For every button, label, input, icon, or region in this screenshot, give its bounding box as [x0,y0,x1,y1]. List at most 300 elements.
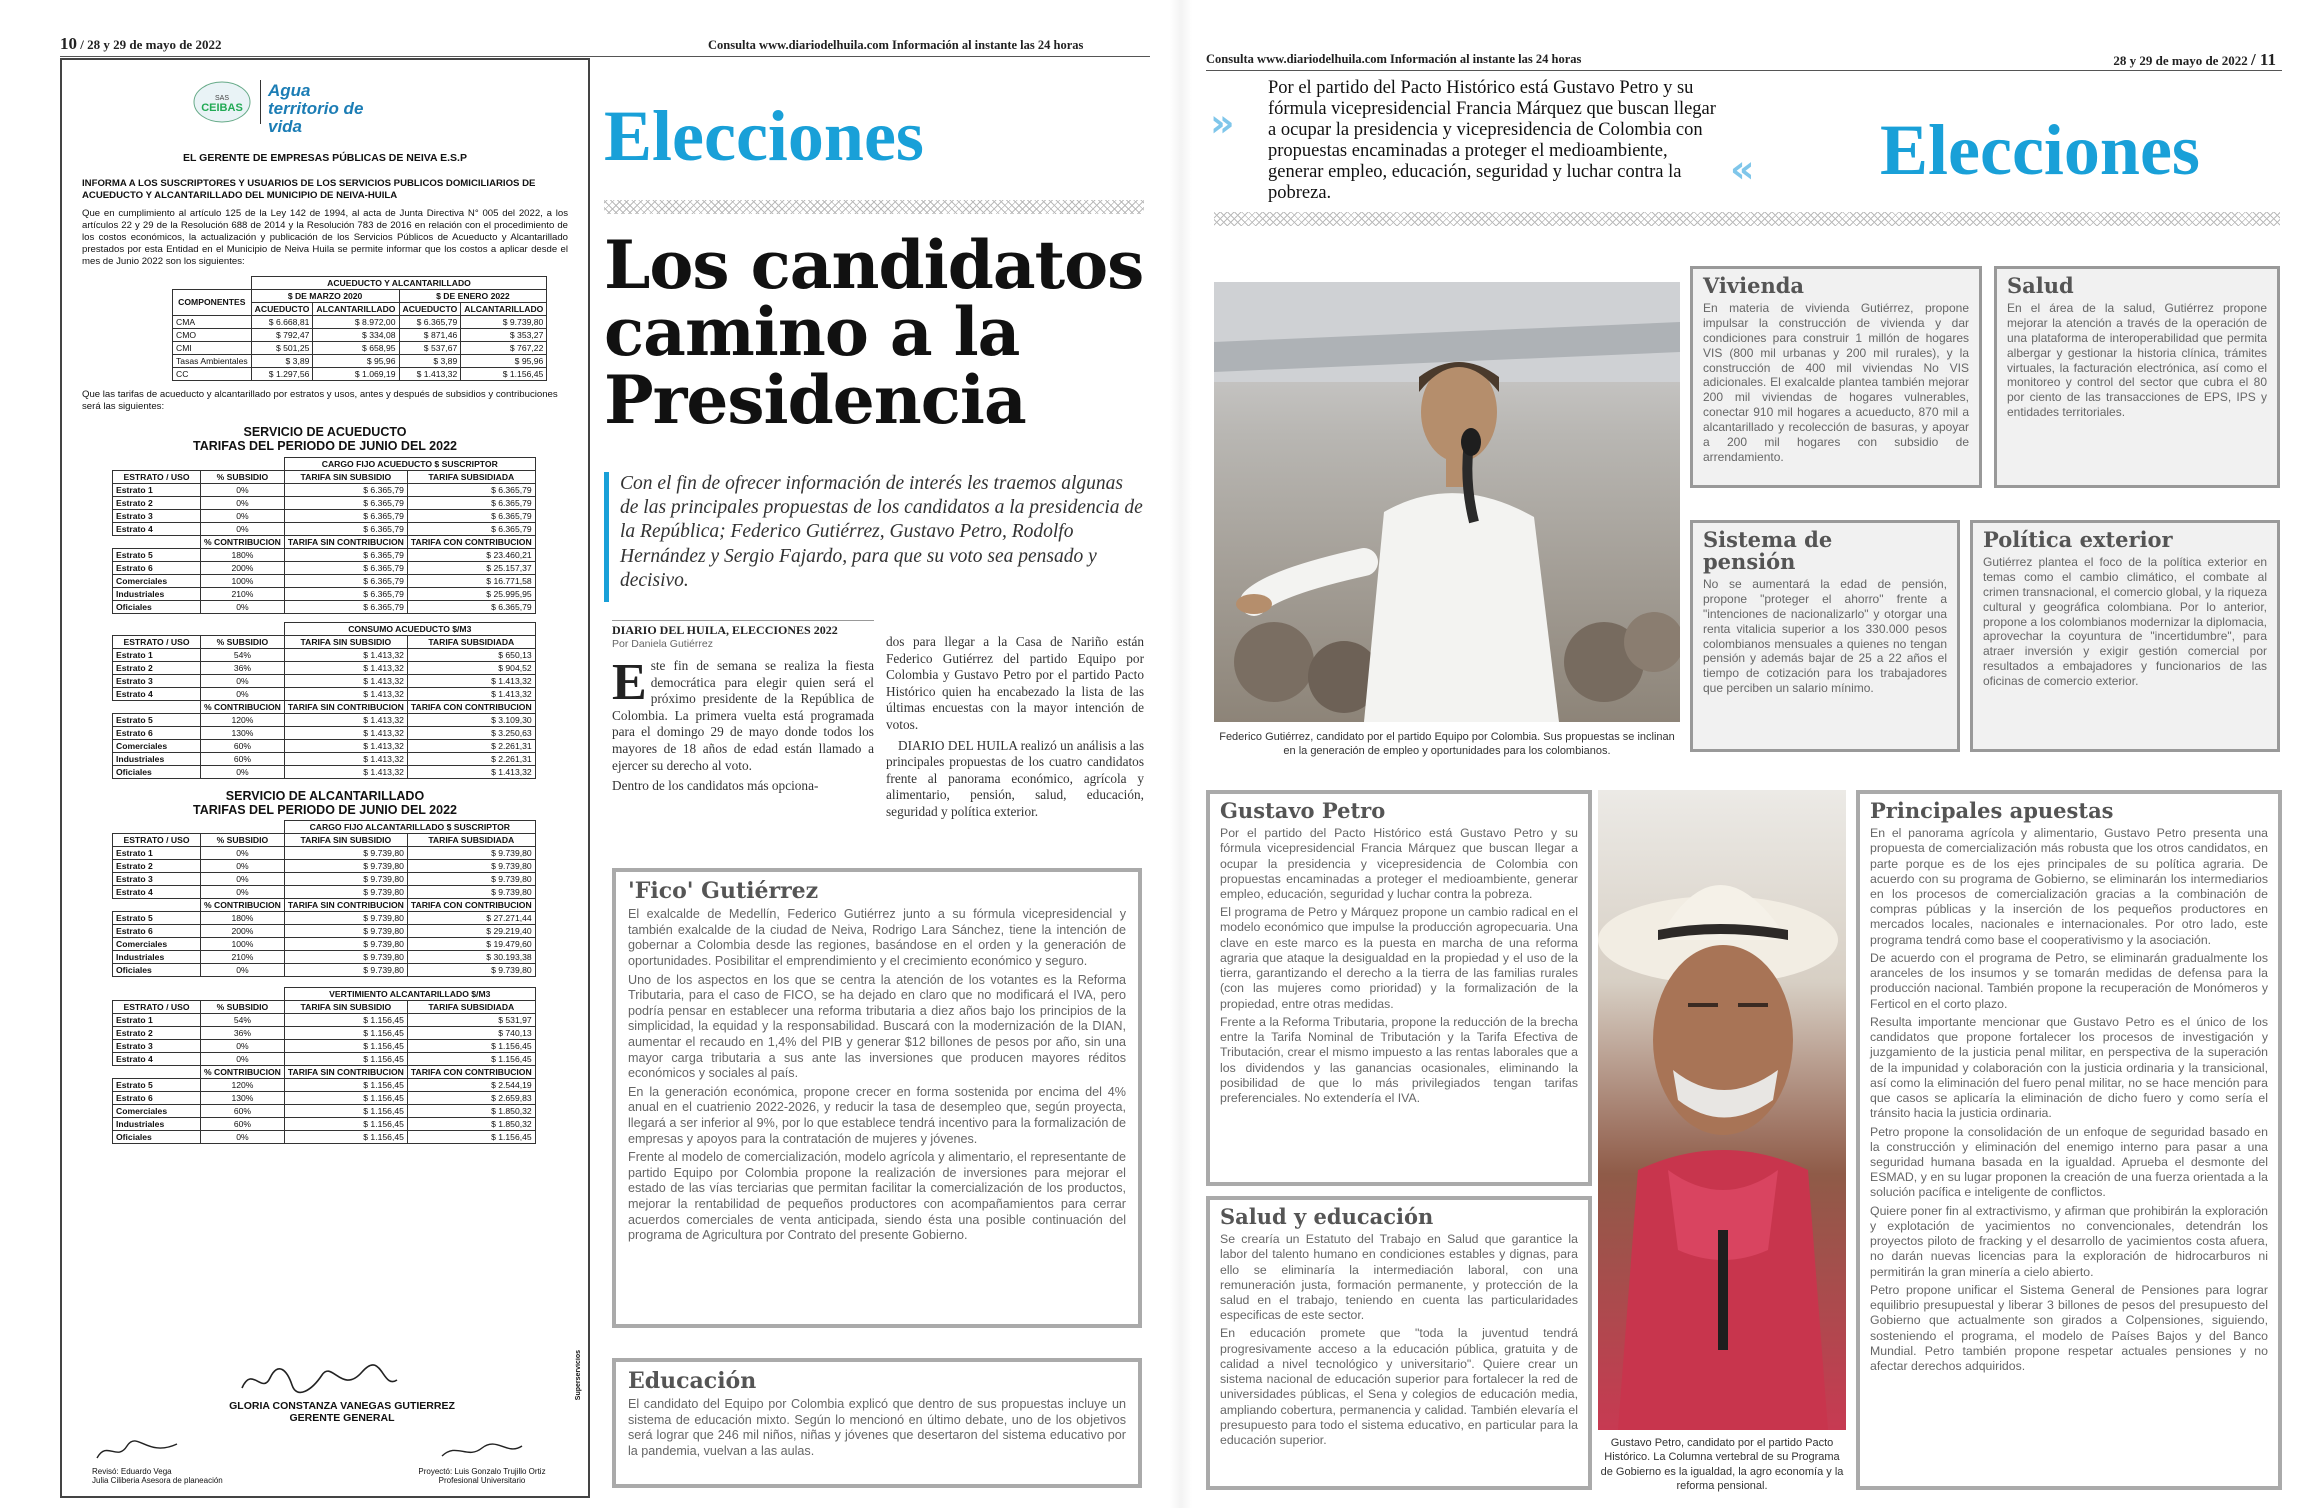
table-cell: $ 2.544,19 [407,1079,535,1092]
tariff-header: TARIFA SIN SUBSIDIO [284,1001,407,1014]
costs-row [173,315,547,328]
tariff-row [113,1053,536,1066]
svg-text:SAS: SAS [214,95,230,102]
table-cell: Oficiales [113,964,201,977]
tariff-header: % SUBSIDIO [201,1001,285,1014]
table-cell: $ 767,22 [461,341,547,354]
table-cell: $ 1.413,32 [399,367,461,380]
table-cell: Estrato 4 [113,886,201,899]
table-cell: $ 1.156,45 [407,1131,535,1144]
table-cell: $ 6.365,79 [284,522,407,535]
table-cell: 60% [201,752,285,765]
header-rule [60,56,1150,57]
tariff-header: TARIFA SUBSIDIADA [407,470,535,483]
right-header-promo: Consulta www.diariodelhuila.com Información al instante las 24 horas [1206,52,1582,66]
table-cell: 210% [201,587,285,600]
table-cell: $ 501,25 [251,341,313,354]
table-cell: 0% [201,847,285,860]
table-cell: $ 23.460,21 [407,548,535,561]
signature-image [182,1360,502,1400]
table-cell: Estrato 2 [113,1027,201,1040]
politica-text: Gutiérrez plantea el foco de la política exterior en temas como el cambio climático, el combate al crimen transnacional, el comercio global, y la riqueza cultural y geográfica colombiana. Por lo anterior, propone a los colombianos modernizar la diplomacia, aprovechar la coyuntura de "incertidumbre", para atraer inversión y exigir gestión comercial por resultados a embajadores y funcionarios de las oficinas de comercio exterior. [1983,555,2267,689]
tariff-header: TARIFA SIN CONTRIBUCION [284,1066,407,1079]
costs-period-2: $ DE ENERO 2022 [399,289,547,302]
table-cell: $ 6.365,79 [284,483,407,496]
apuestas-para: Resulta importante mencionar que Gustavo Petro es el único de los candidatos que propone fortalecer los procesos de investigación y juzgamiento de la justicia penal militar, en perspectiva de la superación de la impunidad y colaboración con la justicia ordinaria y la transicional, así como la eliminación del fuero penal militar, no se hace mención para que casos se aplicaría la eliminación de dicho fuero y como sería el tránsito hacia la justicia ordinaria. [1870,1014,2268,1121]
public-notice-ad [60,58,590,1498]
tariff-table-2 [112,622,568,779]
table-cell: Estrato 2 [113,661,201,674]
tariff-row [113,873,536,886]
educacion-text: El candidato del Equipo por Colombia explicó que dentro de sus propuestas incluye un sistema de educación mixto. Según lo mencionó en último debate, uno de los objetivos será lograr que 246 mil niños, niñas y jóvenes que desertaron del sistema educativo por la pandemia, vuelvan a las aulas. [628,1397,1126,1458]
tariff-row [113,713,536,726]
tariff-header: TARIFA SIN CONTRIBUCION [284,899,407,912]
vivienda-box [1690,266,1982,488]
tariff-header: TARIFA SIN SUBSIDIO [284,635,407,648]
tariff-caption: CARGO FIJO ALCANTARILLADO $ SUSCRIPTOR [284,821,535,834]
table-cell: CMA [173,315,252,328]
acueducto-subtitle: TARIFAS DEL PERIODO DE JUNIO DEL 2022 [193,439,457,454]
table-cell: $ 3.250,63 [407,726,535,739]
table-cell: $ 650,13 [407,648,535,661]
quote-open-icon: » [1210,101,1235,145]
alcantarillado-title: SERVICIO DE ALCANTARILLADO [225,788,425,803]
acueducto-title: SERVICIO DE ACUEDUCTO [243,424,407,439]
table-cell: 0% [201,873,285,886]
table-cell: CMO [173,328,252,341]
apuestas-box [1856,790,2282,1490]
apuestas-para: Quiere poner fin al extractivismo, y afirman que prohibirán la exploración y explotación de yacimientos no convencionales, detendrán los proyectos piloto de fracking y el desarrollo de yacimientos costa afuera, no darán nuevas licencias para la exploración de hidrocarburos ni permitirán la gran minería a cielo abierto. [1870,1203,2268,1279]
projector-block [392,1438,572,1486]
table-cell: $ 9.739,80 [407,886,535,899]
table-cell: Estrato 5 [113,912,201,925]
tariff-row [113,587,536,600]
tariff-row [113,726,536,739]
table-cell: Industriales [113,587,201,600]
table-cell: $ 1.156,45 [407,1053,535,1066]
petro-photo [1598,790,1846,1430]
salud-edu-para: Se crearía un Estatuto del Trabajo en Salud que garantice la labor del talento humano en condiciones estables y dignas, para ello se eliminaría la intermediación laboral, con una remuneración justa, formación permanente, y protección de la salud en el trabajo, teniendo en cuenta las particularidades especificas de este sector. [1220,1232,1578,1323]
costs-row [173,341,547,354]
table-cell: $ 1.413,32 [284,674,407,687]
tariff-row [113,886,536,899]
table-cell: $ 1.413,32 [284,713,407,726]
table-cell: Estrato 1 [113,483,201,496]
tariff-header: TARIFA CON CONTRIBUCION [407,700,535,713]
table-cell: $ 9.739,80 [284,925,407,938]
petro-title: Gustavo Petro [1220,798,1386,823]
byline-kicker: DIARIO DEL HUILA, ELECCIONES 2022 [612,620,874,638]
petro-para: Frente a la Reforma Tributaria, propone la reducción de la brecha entre la Tarifa Nominal de Tributación y la Tarifa Efectiva de Tributación, crear el mismo impuesto a las rentas laborales que a los dividendos y las ganancias ocasionales, eliminando la posibilidad de que lo más privilegiados tengan tarifas preferenciales. No extendería el IVA. [1220,1014,1578,1106]
tariff-row [113,648,536,661]
tariff-row [113,1105,536,1118]
ad-inform: INFORMA A LOS SUSCRIPTORES Y USUARIOS DE LOS SERVICIOS PUBLICOS DOMICILIARIOS DE ACUEDUCTO Y ALCANTARILLADO DEL MUNICIPIO DE NEIVA-HUILA [82,178,536,201]
header-rule [1206,70,2282,71]
table-cell: $ 1.413,32 [407,687,535,700]
table-cell: 0% [201,886,285,899]
table-cell: $ 16.771,58 [407,574,535,587]
table-cell: 0% [201,1053,285,1066]
table-cell: $ 6.365,79 [407,600,535,613]
tariff-header: % SUBSIDIO [201,635,285,648]
tariff-header: ESTRATO / USO [113,834,201,847]
federico-photo [1214,282,1680,722]
table-cell: $ 1.156,45 [461,367,547,380]
table-cell: $ 1.156,45 [284,1092,407,1105]
table-cell: Tasas Ambientales [173,354,252,367]
table-cell: Estrato 5 [113,548,201,561]
tariff-row [113,925,536,938]
reviewer-1: Revisó: Eduardo Vega [92,1466,172,1476]
costs-col-component: COMPONENTES [173,289,252,315]
tariff-row [113,847,536,860]
table-cell: $ 1.413,32 [407,765,535,778]
table-cell: $ 1.413,32 [284,661,407,674]
fico-title: 'Fico' Gutiérrez [628,878,819,904]
costs-col: ACUEDUCTO [399,302,461,315]
table-cell: $ 1.156,45 [284,1040,407,1053]
petro-para: El programa de Petro y Márquez propone un cambio radical en el modelo económico que impulse la producción agropecuaria. Una clave en este marco es la puesta en marcha de una reforma agraria que ataque la desigualdad en la propiedad y el uso de la tierra, garantizando el derecho a la tierra de las familias rurales (con las mujeres como prioridad) y la formalización de la propiedad, entre otras medidas. [1220,905,1578,1011]
page-number: / 11 [2250,50,2276,69]
table-cell: $ 9.739,80 [407,873,535,886]
signer-title: GERENTE GENERAL [289,1412,395,1424]
table-cell: Comerciales [113,739,201,752]
tariff-header: TARIFA CON CONTRIBUCION [407,1066,535,1079]
table-cell: $ 1.850,32 [407,1105,535,1118]
table-cell: $ 1.413,32 [284,648,407,661]
tariff-header: TARIFA CON CONTRIBUCION [407,535,535,548]
tariff-note: Que las tarifas de acueducto y alcantarillado por estratos y usos, antes y después de subsidios y contribuciones será las siguientes: [82,388,558,412]
alcantarillado-subtitle: TARIFAS DEL PERIODO DE JUNIO DEL 2022 [193,802,457,817]
reviewer-block [92,1438,272,1486]
costs-col: ACUEDUCTO [251,302,313,315]
table-cell: 100% [201,574,285,587]
page-number: 10 [60,34,77,53]
table-cell: Estrato 1 [113,1014,201,1027]
table-cell: $ 9.739,80 [407,847,535,860]
table-cell: Estrato 3 [113,1040,201,1053]
tariff-header: TARIFA SUBSIDIADA [407,834,535,847]
costs-body [173,315,547,380]
table-cell: Oficiales [113,600,201,613]
table-cell: $ 6.365,79 [407,496,535,509]
projector-signature [437,1438,527,1464]
table-cell: $ 1.413,32 [407,674,535,687]
costs-row [173,328,547,341]
tariff-row [113,1040,536,1053]
table-cell: 0% [201,1131,285,1144]
vivienda-title: Vivienda [1703,273,1805,298]
table-cell: 60% [201,739,285,752]
reviewer-signature [92,1438,182,1464]
table-cell: $ 6.365,79 [407,483,535,496]
fico-para: Uno de los aspectos en los que se centra la atención de los votantes es la Reforma Tributaria, para el caso de FICO, se ha dejado en claro que no modificará el IVA, pero podría pensar en establecer una reforma tributaria a diez años bajo los principios de la simplicidad, la equidad y la responsabilidad. Buscará con la modernización de la DIAN, aumentar el recaudo en 1,4% del PIB y generar $12 billones de pesos por año, sin una mayor carga tributaria a sus ante las inversiones que producen mayores réditos económicos y sociales al país. [628,972,1126,1081]
tariff-row [113,483,536,496]
tariff-row [113,661,536,674]
table-cell: $ 353,27 [461,328,547,341]
table-cell: $ 1.156,45 [284,1053,407,1066]
tariff-caption: CARGO FIJO ACUEDUCTO $ SUSCRIPTOR [284,457,535,470]
table-cell: Industriales [113,752,201,765]
federico-photo-illustration [1214,282,1680,722]
apuestas-para: Petro propone la consolidación de un enfoque de seguridad basado en la construcción y eliminación del enemigo interno para pasar a una seguridad humana basada en la igualdad. Aprueba el desmonte del ESMAD, y en su lugar proponen la creación de una fuerza orientada a la solución pacífica e inteligente de conflictos. [1870,1124,2268,1200]
table-cell: 180% [201,548,285,561]
table-cell: Estrato 1 [113,847,201,860]
table-cell: $ 3.109,30 [407,713,535,726]
table-cell: 120% [201,1079,285,1092]
table-cell: $ 334,08 [313,328,399,341]
table-cell: $ 9.739,80 [407,964,535,977]
quote-close-icon: « [1730,147,1755,191]
superservicios-mark: Superservicios [575,1350,582,1401]
ad-intro: Que en cumplimiento al artículo 125 de la Ley 142 de 1994, al acta de Junta Directiva N° 005 del 2022, a los artículos 22 y 29 de la Resolución 688 de 2014 y la Resolución 783 de 2016 en relación con el procedimiento de los costos económicos, la actualización y publicación de los Servicios Públicos de Acueducto y Alcantarillado prestados por esta Entidad en el Municipio de Neiva Huila se permite informar que los costos a aplicar desde el mes de Junio 2022 son los siguientes: [82,207,568,267]
table-cell: $ 871,46 [399,328,461,341]
table-cell: $ 2.659,83 [407,1092,535,1105]
table-cell: $ 19.479,60 [407,938,535,951]
drop-cap: E [612,654,647,711]
table-cell: CC [173,367,252,380]
table-cell: $ 2.261,31 [407,752,535,765]
table-cell: $ 1.413,32 [284,765,407,778]
table-cell: Estrato 3 [113,873,201,886]
table-cell: $ 1.156,45 [284,1131,407,1144]
salud-text: En el área de la salud, Gutiérrez propone mejorar la atención a través de la operación de una plataforma de interoperabilidad que permita albergar y gestionar la historia clínica, trámites virtuales, la facturación electrónica, así como el monitoreo y control del sector que cubra el 80 por ciento de las transacciones de EPS, IPS y entidades territoriales. [2007,301,2267,420]
pension-text: No se aumentará la edad de pensión, propone "proteger el ahorro" frente a "intenciones de nacionalizarlo" y otorgar una renta vitalicia superior a los 330.000 pesos colombianos mensuales a quienes no tengan pensión y además bajar de 25 a 22 años el tiempo de cotización para los trabajadores que perciben un salario mínimo. [1703,577,1947,696]
costs-table [172,276,547,381]
table-cell: 200% [201,561,285,574]
logo-divider [260,80,261,124]
table-cell: Estrato 3 [113,674,201,687]
right-page-folio [2113,50,2276,70]
table-cell: Estrato 5 [113,1079,201,1092]
table-cell: 130% [201,1092,285,1105]
lede: Con el fin de ofrecer información de interés les traemos algunas de las principales propuestas de los candidatos a la presidencia de la República; Federico Gutiérrez, Gustavo Petro, Rodolfo Hernández y Sergio Fajardo, para que su voto sea pensado y decisivo. [620,473,1143,591]
table-cell: $ 9.739,80 [284,873,407,886]
byline-author: Por Daniela Gutiérrez [612,638,713,650]
tariff-row [113,687,536,700]
signature-block [182,1360,502,1424]
politica-title: Política exterior [1983,527,2173,552]
signer-name: GLORIA CONSTANZA VANEGAS GUTIERREZ [229,1400,455,1412]
tariff-table [112,622,536,779]
table-cell: $ 9.739,80 [284,847,407,860]
table-cell: $ 6.365,79 [284,574,407,587]
politica-box [1970,520,2280,752]
table-cell: Estrato 4 [113,687,201,700]
table-cell: $ 8.972,00 [313,315,399,328]
headline: Los candidatos camino a la Presidencia [604,226,1144,439]
table-cell: $ 9.739,80 [284,951,407,964]
petro-para: Por el partido del Pacto Histórico está Gustavo Petro y su fórmula vicepresidencial Francia Márquez que buscan llegar a ocupar la presidencia y vicepresidencia de Colombia con propuestas encaminadas a proteger el medioambiente, generar empleo, educación, seguridad y luchar contra la pobreza. [1220,826,1578,901]
tariff-header: TARIFA SUBSIDIADA [407,1001,535,1014]
costs-col: ALCANTARILLADO [461,302,547,315]
article-para-3: dos para llegar a la Casa de Nariño están Federico Gutiérrez del partido Equipo por Colombia y Gustavo Petro por el partido Pacto Histórico quien ha encabezado la lista de las últimas encuestas con la mayor intención de votos. [886,634,1144,733]
tariff-row [113,951,536,964]
tariff-row [113,860,536,873]
table-cell: $ 1.156,45 [284,1118,407,1131]
table-cell: $ 95,96 [313,354,399,367]
table-cell: 0% [201,522,285,535]
left-page-folio [60,34,221,54]
apuestas-para: En el panorama agrícola y alimentario, Gustavo Petro presenta una propuesta de comercialización más robusta que los otros candidatos, en parte porque es de los ejes principales de su política agraria. De acuerdo con su programa de Gobierno, se eliminarán los intermediarios en los procesos de comercialización gracias a la combinación de compras públicas y la inserción de los pequeños productores en mercados locales, nacionales e internacionales. Por otro lado, este programa tendrá como base el cooperativismo y la asociación. [1870,826,2268,947]
table-cell: 0% [201,687,285,700]
logo-tagline: Agua territorio de vida [268,81,364,136]
salud-edu-para: En educación promete que "toda la juventud tendrá progresivamente acceso a la educación pública, gratuita y de calidad a nivel tecnológico y universitario". Quiere crear un sistema nacional de educación superior para fortalecer la red de universidades públicas, el Sena y colegios de educación media, ampliando cobertura, permanencia y calidad. También elevaría el presupuesto para todo el sistema educativo, en particular para la educación superior. [1220,1326,1578,1448]
educacion-title: Educación [628,1368,757,1394]
table-cell: Estrato 6 [113,561,201,574]
tariff-header: % SUBSIDIO [201,834,285,847]
tariff-table-3 [112,820,568,977]
table-cell: Estrato 2 [113,860,201,873]
table-cell: Comerciales [113,1105,201,1118]
table-cell: 0% [201,1040,285,1053]
tariff-row [113,964,536,977]
table-cell: $ 9.739,80 [407,860,535,873]
article-col-1 [612,620,874,799]
tariff-row [113,674,536,687]
decorative-divider [1214,212,2280,226]
tariff-header: % CONTRIBUCION [201,1066,285,1079]
table-cell: $ 9.739,80 [284,964,407,977]
tariff-row [113,522,536,535]
reviewer-1b: Julia Ciliberia Asesora de planeación [92,1476,223,1486]
tariff-header: ESTRATO / USO [113,635,201,648]
table-cell: $ 658,95 [313,341,399,354]
table-cell: $ 6.365,79 [284,496,407,509]
table-cell: 0% [201,483,285,496]
table-cell: 60% [201,1118,285,1131]
reviewer-2b: Profesional Universitario [438,1476,526,1486]
costs-period-1: $ DE MARZO 2020 [251,289,399,302]
table-cell: $ 1.069,19 [313,367,399,380]
article-para-2: Dentro de los candidatos más opciona- [612,778,819,794]
tariff-row [113,1014,536,1027]
tariff-row [113,765,536,778]
tariff-row [113,1092,536,1105]
table-cell: $ 2.261,31 [407,739,535,752]
table-cell: $ 6.365,79 [399,315,461,328]
reviewer-2: Proyectó: Luis Gonzalo Trujillo Ortiz [418,1466,546,1476]
tariff-row [113,752,536,765]
tariff-caption: CONSUMO ACUEDUCTO $/M3 [284,622,535,635]
table-cell: 210% [201,951,285,964]
tariff-header: % SUBSIDIO [201,470,285,483]
table-cell: $ 6.365,79 [284,509,407,522]
table-cell: 0% [201,496,285,509]
table-cell: $ 6.365,79 [284,548,407,561]
table-cell: $ 6.365,79 [284,587,407,600]
table-cell: $ 9.739,80 [284,860,407,873]
costs-row [173,367,547,380]
tariff-header: TARIFA SIN CONTRIBUCION [284,700,407,713]
table-cell: $ 1.413,32 [284,752,407,765]
table-cell: 54% [201,648,285,661]
table-cell: $ 1.156,45 [284,1079,407,1092]
table-cell: 100% [201,938,285,951]
tariff-header: TARIFA CON CONTRIBUCION [407,899,535,912]
table-cell: 0% [201,765,285,778]
table-cell: Estrato 5 [113,713,201,726]
table-cell: $ 3,89 [251,354,313,367]
apuestas-para: De acuerdo con el programa de Petro, se eliminarán gradualmente los aranceles de los insumos y se tomarán medidas de defensa para la producción nacional. También propone la recuperación de Monómeros y Ferticol en el corto plazo. [1870,950,2268,1011]
tariff-table-4 [112,987,568,1144]
tariff-header: TARIFA SIN CONTRIBUCION [284,535,407,548]
table-cell: Estrato 4 [113,1053,201,1066]
table-cell: $ 531,97 [407,1014,535,1027]
costs-row [173,354,547,367]
table-cell: Estrato 6 [113,925,201,938]
lede-bar [604,472,609,602]
table-cell: 54% [201,1014,285,1027]
costs-title: ACUEDUCTO Y ALCANTARILLADO [251,276,547,289]
petro-box [1206,790,1592,1186]
tariff-row [113,912,536,925]
vivienda-text: En materia de vivienda Gutiérrez, propone impulsar la construcción de vivienda y dar condiciones para construir 1 millón de hogares VIS (800 mil urbanas y 200 mil rurales), y la construcción de 400 mil viviendas No VIS adicionales. El exalcalde plantea también mejorar 200 mil viviendas de hogares vulnerables, conectar 910 mil hogares a acueducto, 870 mil a alcantarillado y recolección de basuras, y apoyar a 200 mil hogares con subsidio de arrendamiento. [1703,301,1969,464]
apuestas-title: Principales apuestas [1870,798,2114,823]
costs-col: ALCANTARILLADO [313,302,399,315]
tariff-table [112,457,536,614]
table-cell: Estrato 3 [113,509,201,522]
fico-box [612,868,1142,1328]
table-cell: $ 1.413,32 [284,726,407,739]
table-cell: $ 30.193,38 [407,951,535,964]
tariff-row [113,938,536,951]
table-cell: Comerciales [113,574,201,587]
table-cell: $ 95,96 [461,354,547,367]
table-cell: Oficiales [113,765,201,778]
tariff-row [113,561,536,574]
table-cell: $ 1.850,32 [407,1118,535,1131]
fico-para: El exalcalde de Medellín, Federico Gutiérrez junto a su fórmula vicepresidencial y también exalcalde de la ciudad de Neiva, Rodrigo Lara Sánchez, tiene la intención de gobernar a Colombia desde las regiones, basándose en el orden y la generación de oportunidades. Posibilitar el emprendimiento y el crecimiento económico y seguro. [628,907,1126,968]
tariff-header: % CONTRIBUCION [201,899,285,912]
left-header-promo: Consulta www.diariodelhuila.com Información al instante las 24 horas [708,38,1084,52]
tariff-header: % CONTRIBUCION [201,535,285,548]
tariff-header: TARIFA SIN SUBSIDIO [284,470,407,483]
article-para-1: ste fin de semana se realiza la fiesta democrática para elegir quien será el próximo presidente de la República de Colombia. La primera vuelta está programada para el domingo 29 de mayo donde todos los mayores de 18 años de edad están llamado a ejercer su derecho al voto. [612,658,874,773]
tariff-row [113,574,536,587]
table-cell: 0% [201,964,285,977]
table-cell: Estrato 4 [113,522,201,535]
tariff-header: TARIFA SIN SUBSIDIO [284,834,407,847]
table-cell: $ 6.668,81 [251,315,313,328]
pullquote: Por el partido del Pacto Histórico está Gustavo Petro y su fórmula vicepresidencial Francia Márquez que buscan llegar a ocupar la presidencia y vicepresidencia de Colombia con propuestas encaminadas a proteger el medioambiente, generar empleo, educación, seguridad y luchar contra la pobreza. [1268,78,1716,204]
table-cell: $ 6.365,79 [284,600,407,613]
table-cell: 0% [201,600,285,613]
table-cell: $ 1.156,45 [284,1027,407,1040]
educacion-box [612,1358,1142,1488]
table-cell: 36% [201,661,285,674]
tariff-table-1 [112,457,568,614]
table-cell: $ 25.157,37 [407,561,535,574]
table-cell: $ 6.365,79 [407,509,535,522]
salud-title: Salud [2007,273,2074,298]
table-cell: Estrato 2 [113,496,201,509]
section-title-right: Elecciones [1880,110,2200,190]
table-cell: 0% [201,674,285,687]
fico-para: Frente al modelo de comercialización, modelo agrícola y alimentario, el representante de partido Equipo por Colombia propone la realización de inversiones para mejorar el estado de las vías terciarias que permitan facilitar la comercialización de los productos, mejorar la rentabilidad de pequeños productores con acompañamientos para cerrar acuerdos comerciales de venta anticipada, siendo ésta una posible continuación del programa de Agricultura por Contrato del presente Gobierno. [628,1150,1126,1243]
page-date: 28 y 29 de mayo de 2022 [2113,53,2248,68]
apuestas-para: Petro propone unificar el Sistema General de Pensiones para lograr equilibrio presupuestal y liberar 3 billones de pesos del presupuesto del Gobierno que actualmente son girados a Colpensiones, siguiendo, sosteniendo el programa, el modelo de Países Bajos y del Banco Mundial. Petro también propone respetar actuales pensiones y no afectar derechos adquiridos. [1870,1282,2268,1374]
table-cell: Industriales [113,1118,201,1131]
table-cell: $ 29.219,40 [407,925,535,938]
table-cell: $ 1.156,45 [284,1105,407,1118]
table-cell: $ 25.995,95 [407,587,535,600]
table-cell: $ 9.739,80 [284,886,407,899]
table-cell: Oficiales [113,1131,201,1144]
table-cell: 120% [201,713,285,726]
table-cell: 36% [201,1027,285,1040]
ad-issuer: EL GERENTE DE EMPRESAS PÚBLICAS DE NEIVA E.S.P [183,152,467,164]
